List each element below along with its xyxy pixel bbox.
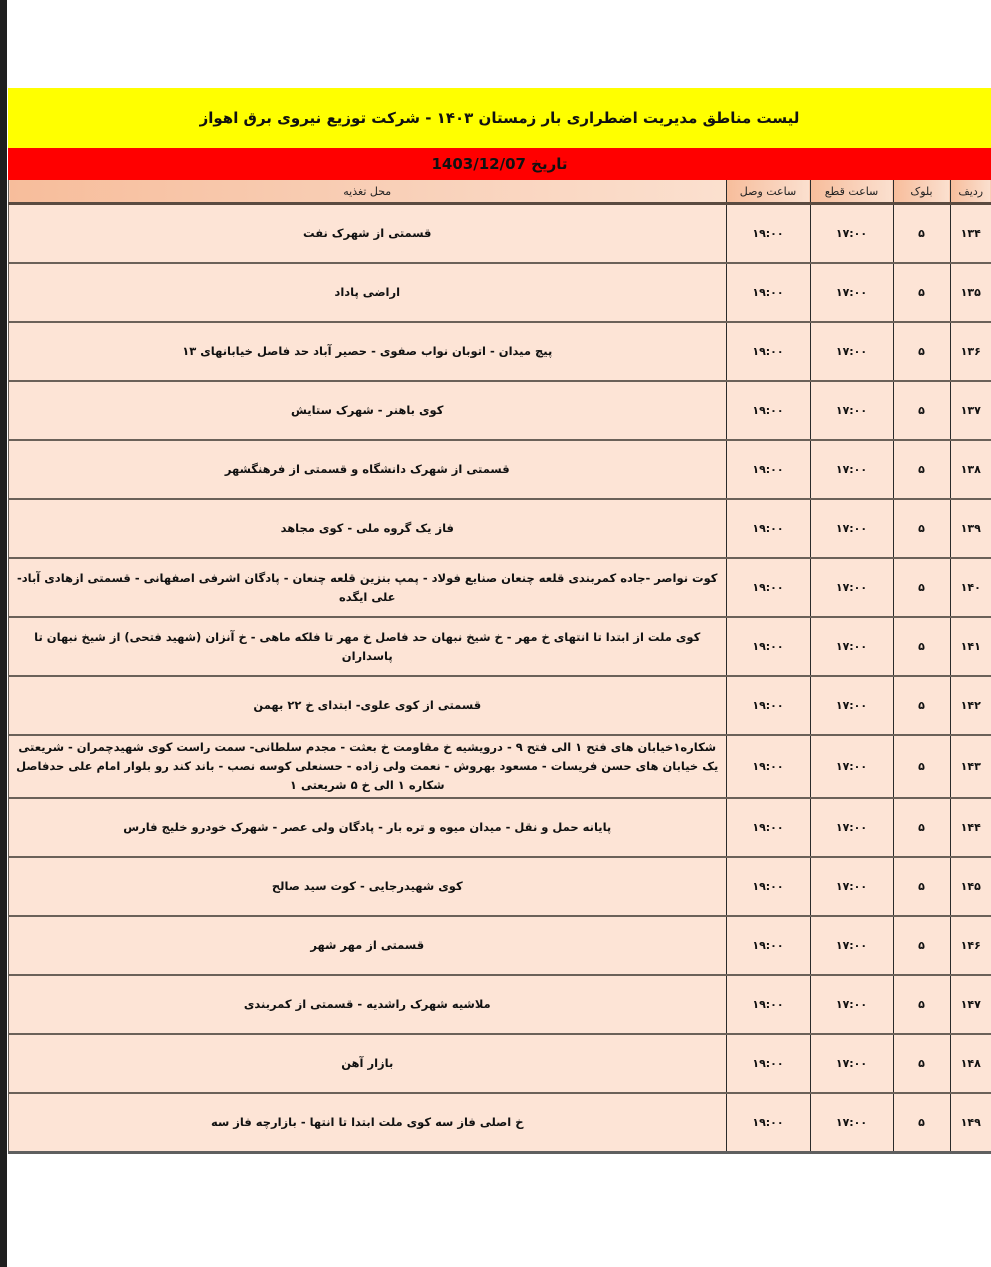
cell-connect-time: ۱۹:۰۰ (726, 676, 810, 735)
cell-connect-time: ۱۹:۰۰ (726, 204, 810, 264)
cell-connect-time: ۱۹:۰۰ (726, 798, 810, 857)
cell-location: پایانه حمل و نقل - میدان میوه و تره بار - پادگان ولی عصر - شهرک خودرو خلیج فارس (9, 798, 727, 857)
cell-row-number: ۱۴۲ (950, 676, 991, 735)
cell-connect-time: ۱۹:۰۰ (726, 322, 810, 381)
cell-cut-time: ۱۷:۰۰ (810, 916, 893, 975)
cell-row-number: ۱۴۸ (950, 1034, 991, 1093)
cell-block: ۵ (893, 440, 950, 499)
table-row (9, 798, 991, 857)
cell-row-number: ۱۳۹ (950, 499, 991, 558)
cell-cut-time: ۱۷:۰۰ (810, 857, 893, 916)
table-row (9, 735, 991, 798)
cell-location: کوی باهنر - شهرک ستایش (9, 381, 727, 440)
cell-location: قسمتی از مهر شهر (9, 916, 727, 975)
cell-row-number: ۱۴۴ (950, 798, 991, 857)
cell-connect-time: ۱۹:۰۰ (726, 558, 810, 617)
cell-location: فاز یک گروه ملی - کوی مجاهد (9, 499, 727, 558)
cell-location: شکاره۱خیابان های فتح ۱ الی فتح ۹ - درویشیه خ مقاومت خ بعثت - مجدم سلطانی- سمت راست کوی شهیدچمران - شریعتی یک خیابان های حسن فریسات - مسعود بهروش - نعمت ولی زاده - حسنعلی کوسه نصب - باند کند رو بلوار امام علی حدفاصل شکاره ۱ الی خ ۵ شریعتی ۱ (9, 735, 727, 798)
header-block: بلوک (893, 180, 950, 204)
cell-row-number: ۱۴۶ (950, 916, 991, 975)
cell-row-number: ۱۴۵ (950, 857, 991, 916)
cell-connect-time: ۱۹:۰۰ (726, 381, 810, 440)
table-row (9, 322, 991, 381)
cell-cut-time: ۱۷:۰۰ (810, 1034, 893, 1093)
table-row (9, 1034, 991, 1093)
cell-block: ۵ (893, 975, 950, 1034)
cell-block: ۵ (893, 798, 950, 857)
cell-cut-time: ۱۷:۰۰ (810, 975, 893, 1034)
outage-table (8, 180, 991, 1154)
document-title-bar (8, 88, 991, 148)
cell-location: ملاشیه شهرک راشدیه - قسمتی از کمربندی (9, 975, 727, 1034)
cell-location: کوی ملت از ابتدا تا انتهای خ مهر - خ شیخ نبهان حد فاصل خ مهر تا فلکه ماهی - خ آنزان (شهید فتحی) از شیخ نبهان تا پاسداران (9, 617, 727, 676)
cell-block: ۵ (893, 381, 950, 440)
cell-block: ۵ (893, 499, 950, 558)
cell-block: ۵ (893, 263, 950, 322)
table-row (9, 499, 991, 558)
cell-block: ۵ (893, 1034, 950, 1093)
table-row (9, 204, 991, 264)
cell-cut-time: ۱۷:۰۰ (810, 735, 893, 798)
document-date: تاریخ 1403/12/07 (431, 155, 568, 173)
cell-cut-time: ۱۷:۰۰ (810, 676, 893, 735)
header-connect-time: ساعت وصل (726, 180, 810, 204)
cell-location: بازار آهن (9, 1034, 727, 1093)
cell-connect-time: ۱۹:۰۰ (726, 1034, 810, 1093)
table-row (9, 676, 991, 735)
table-row (9, 263, 991, 322)
cell-block: ۵ (893, 916, 950, 975)
cell-block: ۵ (893, 857, 950, 916)
header-cut-time: ساعت قطع (810, 180, 893, 204)
table-row (9, 916, 991, 975)
cell-row-number: ۱۳۸ (950, 440, 991, 499)
cell-location: خ اصلی فاز سه کوی ملت ابتدا تا انتها - بازارچه فاز سه (9, 1093, 727, 1153)
cell-block: ۵ (893, 676, 950, 735)
cell-row-number: ۱۴۰ (950, 558, 991, 617)
document-title: لیست مناطق مدیریت اضطراری بار زمستان ۱۴۰۳ - شرکت توزیع نیروی برق اهواز (199, 109, 800, 127)
cell-connect-time: ۱۹:۰۰ (726, 617, 810, 676)
cell-row-number: ۱۴۹ (950, 1093, 991, 1153)
cell-connect-time: ۱۹:۰۰ (726, 499, 810, 558)
cell-location: پیچ میدان - اتوبان نواب صفوی - حصیر آباد حد فاصل خیابانهای ۱۳ (9, 322, 727, 381)
cell-location: قسمتی از شهرک دانشگاه و قسمتی از فرهنگشهر (9, 440, 727, 499)
table-row (9, 558, 991, 617)
cell-row-number: ۱۳۴ (950, 204, 991, 264)
cell-location: قسمتی از شهرک نفت (9, 204, 727, 264)
screen-edge (0, 0, 7, 1267)
table-row (9, 1093, 991, 1153)
cell-cut-time: ۱۷:۰۰ (810, 499, 893, 558)
cell-location: قسمتی از کوی علوی- ابتدای خ ۲۲ بهمن (9, 676, 727, 735)
date-bar (8, 148, 991, 180)
cell-connect-time: ۱۹:۰۰ (726, 263, 810, 322)
cell-cut-time: ۱۷:۰۰ (810, 322, 893, 381)
cell-cut-time: ۱۷:۰۰ (810, 798, 893, 857)
cell-row-number: ۱۴۷ (950, 975, 991, 1034)
table-row (9, 975, 991, 1034)
cell-cut-time: ۱۷:۰۰ (810, 1093, 893, 1153)
cell-cut-time: ۱۷:۰۰ (810, 381, 893, 440)
cell-connect-time: ۱۹:۰۰ (726, 735, 810, 798)
cell-connect-time: ۱۹:۰۰ (726, 1093, 810, 1153)
cell-cut-time: ۱۷:۰۰ (810, 204, 893, 264)
cell-row-number: ۱۴۱ (950, 617, 991, 676)
cell-cut-time: ۱۷:۰۰ (810, 617, 893, 676)
table-row (9, 857, 991, 916)
cell-cut-time: ۱۷:۰۰ (810, 263, 893, 322)
cell-row-number: ۱۳۵ (950, 263, 991, 322)
cell-block: ۵ (893, 558, 950, 617)
cell-row-number: ۱۴۳ (950, 735, 991, 798)
table-row (9, 617, 991, 676)
cell-block: ۵ (893, 1093, 950, 1153)
cell-location: کوت نواصر -جاده کمربندی قلعه چنعان صنایع فولاد - پمپ بنزین قلعه چنعان - پادگان اشرفی اصفهانی - قسمتی ازهادی آباد- علی ایگده (9, 558, 727, 617)
cell-block: ۵ (893, 735, 950, 798)
cell-connect-time: ۱۹:۰۰ (726, 975, 810, 1034)
cell-block: ۵ (893, 322, 950, 381)
cell-location: کوی شهیدرجایی - کوت سید صالح (9, 857, 727, 916)
cell-row-number: ۱۳۷ (950, 381, 991, 440)
cell-cut-time: ۱۷:۰۰ (810, 558, 893, 617)
cell-location: اراضی پاداد (9, 263, 727, 322)
cell-block: ۵ (893, 204, 950, 264)
table-header-row (9, 180, 991, 204)
table-row (9, 440, 991, 499)
outage-schedule-document (8, 88, 991, 1154)
cell-row-number: ۱۳۶ (950, 322, 991, 381)
cell-connect-time: ۱۹:۰۰ (726, 916, 810, 975)
header-location: محل تغذیه (9, 180, 727, 204)
cell-block: ۵ (893, 617, 950, 676)
cell-connect-time: ۱۹:۰۰ (726, 440, 810, 499)
table-row (9, 381, 991, 440)
cell-connect-time: ۱۹:۰۰ (726, 857, 810, 916)
header-row-number: ردیف (950, 180, 991, 204)
cell-cut-time: ۱۷:۰۰ (810, 440, 893, 499)
